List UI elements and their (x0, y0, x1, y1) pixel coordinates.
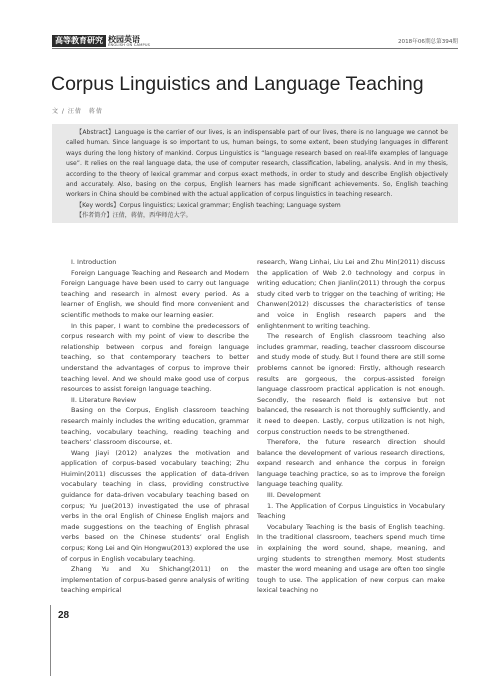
author-intro: 【作者简介】汪倩，蒋倩，西华师范大学。 (76, 212, 192, 220)
paragraph: Vocabulary Teaching is the basis of English teaching. In the traditional classroom, teachers spend much time in explaining the word sound, shape, meaning, and urging students to strengthen memory. Most students master the word meaning and usage are often too single tough to use. The application of new corpus can make lexical teaching no (257, 522, 445, 595)
header-rule (52, 48, 458, 49)
paragraph: Therefore, the future research direction should balance the development of various research directions, expand research and enhance the corpus in foreign language teaching practice, so as to improve the foreign language teaching quality. (257, 438, 445, 489)
page-header (52, 34, 458, 48)
journal-brand-english: ENGLISH ON CAMPUS (108, 43, 151, 47)
left-column (61, 257, 249, 596)
section-heading: I. Introduction (71, 258, 117, 266)
byline: 文 / 汪倩 蒋倩 (52, 108, 103, 115)
right-column (257, 257, 445, 596)
paragraph: 1. The Application of Corpus Linguistics in Vocabulary Teaching (257, 501, 445, 521)
issue-info: 2018年06期总第394期 (398, 39, 458, 45)
paragraph: The research of English classroom teaching also includes grammar, reading, teacher classroom discourse and study mode of study. But I found there are still some problems cannot be ignored: Firstly, although research results are gorgeous, the corpus-assisted foreign language classroom practical application is not enough. Secondly, the research field is extensive but not balanced, the research is not thoroughly sufficiently, and it need to deepen. Lastly, corpus utilization is not high, corpus construction needs to be strengthened. (257, 332, 445, 436)
section-badge: 高等教育研究 (52, 35, 106, 47)
paragraph: Basing on the Corpus, English classroom teaching research mainly includes the writing education, grammar teaching, vocabulary teaching, reading teaching and teachers’ classroom discourse, et. (61, 406, 249, 447)
page-number-rule (50, 605, 51, 676)
journal-brand: 校园英语 (108, 35, 140, 44)
article-title: Corpus Linguistics and Language Teaching (51, 73, 424, 95)
paragraph: Foreign Language Teaching and Research and Modern Foreign Language have been used to carry out language teaching and research in almost every period. As a learner of English, we should find more convenient and scientific methods to make our learning easier. (61, 268, 249, 319)
paragraph: In this paper, I want to combine the predecessors of corpus research with my point of view to describe the relationship between corpus and foreign language teaching, so that contemporary teachers to better understand the advantages of corpus to improve their teaching level. And we should make good use of corpus resources to assist foreign language teaching. (61, 321, 249, 394)
abstract-text: 【Abstract】Language is the carrier of our lives, is an indispensable part of our lives, there is no language we cannot be called human. Since language is so important to us, human beings, to some extent, been studying languages in different ways during the long history of mankind. Corpus Linguistics is “language research based on real-life examples of language use”. It relies on the real language data, the use of computer research, classification, labeling, analysis. And in my thesis, according to the theory of lexical grammar and corpus exact methods, in order to study and describe English objectively and accurately. Also, basing on the corpus, English learners has made significant achievements. So, English teaching workers in China should be combined with the actual application of corpus linguistics in teaching research. (66, 129, 448, 199)
section-heading: III. Development (267, 491, 321, 500)
keywords: 【Key words】Corpus linguistics; Lexical grammar; English teaching; Language system (76, 201, 341, 209)
paragraph: Zhang Yu and Xu Shichang(2011) on the implementation of corpus-based genre analysis of writing teaching empirical (61, 565, 249, 595)
paragraph: research, Wang Linhai, Liu Lei and Zhu Min(2011) discuss the application of Web 2.0 technology and corpus in writing education; Chen Jianlin(2011) through the corpus study cited verb to trigger on the teaching of writing; He Chanwen(2012) discusses the characteristics of tense and voice in English research papers and the enlightenment to writing teaching. (257, 258, 445, 330)
paragraph: Wang Jiayi (2012) analyzes the motivation and application of corpus-based vocabulary teaching; Zhu Huimin(2011) discusses the application of data-driven vocabulary teaching in class, providing constructive guidance for data-driven vocabulary teaching based on corpus; Yu Jue(2013) investigated the use of phrasal verbs in the oral English of Chinese English majors and made suggestions on the teaching of English phrasal verbs based on the Chinese students’ oral English corpus; Kong Lei and Qin Hongwu(2013) explored the use of corpus in English vocabulary teaching. (61, 448, 249, 563)
section-heading: II. Literature Review (71, 395, 137, 404)
abstract-box (52, 124, 458, 223)
page-number: 28 (58, 610, 70, 621)
